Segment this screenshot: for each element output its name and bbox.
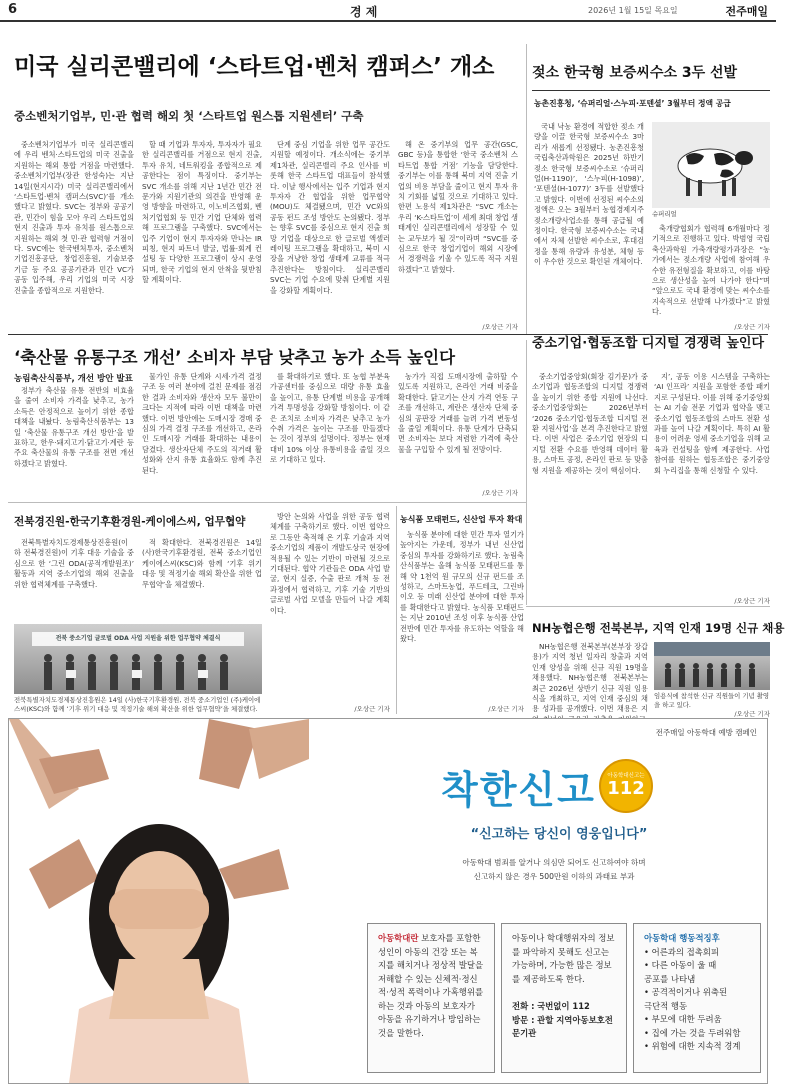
emergency-112-badge: 아동학대신고는 112 <box>599 759 653 813</box>
article4-column-2: 적 확대한다. 전북경진원은 14일 (사)한국기후환경원, 전북 중소기업인 케이에스씨(KSC)와 함께 ‘기후 위기 대응 및 적정기술 해외 확산을 위한 업무협약’을 체결했다. <box>142 538 262 589</box>
article1-column-1: 중소벤처기업부가 미국 실리콘밸리에 우리 벤처·스타트업의 미국 진출을 지원하는 해외 통합 거점을 마련했다. 중소벤처기업부(장관 한성숙)는 지난 14일(현지시각) 미국 실리콘밸리에서 ‘스타트업·벤처 캠퍼스(SVC)’를 개소했다고 밝혔다. SVC는 정부와 공공기관, 민간이 힘을 모아 우리 스타트업의 현지 진출과 투자 유치를 원스톱으로 지원하는 해외 첫 민·관 협력형 거점이다. SVC에는 한국벤처투자, 중소벤처기업진흥공단, 창업진흥원, 기술보증기금 등 주요 공공기관과 민간 VC가 공동 입주해, 우리 기업의 미국 시장 진출을 종합적으로 지원한다. <box>14 140 134 295</box>
article2-column-1: 정부가 축산물 유통 전반의 비효율을 줄여 소비자 가격을 낮추고, 농가 소득은 안정적으로 높이기 위한 종합 대책을 내놨다. 농림축산식품부는 13일 ‘축산물 유통구조 개선 방안’을 발표하고, 한우·돼지고기·닭고기·계란 등 주요 축산물의 유통 구조를 전면 개선하겠다고 밝혔다. <box>14 386 134 468</box>
list-item: • 공격적이거나 위축된 <box>644 987 728 997</box>
column-divider <box>526 44 527 334</box>
column-divider <box>526 340 527 605</box>
publication-name: 전주매일 <box>725 5 768 18</box>
behavioral-signs-list <box>644 946 750 1054</box>
article5-column-1: 농식품 분야에 대한 민간 투자 열기가 높아지는 가운데, 정부가 내년 신산업 중심의 투자를 강화하기로 했다. 농림축산식품부는 올해 농식품 모태펀드를 통해 약 1천억 원 규모의 신규 펀드를 조성하고, 스마트농업, 푸드테크, 그린바이오 등 미래 신산업 분야에 대한 투자를 확대한다고 밝혔다. 농식품 모태펀드는 지난 2010년 조성 이후 농식품 산업 전반에 민간 투자를 유도하는 역할을 해왔다. <box>400 530 524 644</box>
sidebar1-byline: /오상근 기자 <box>734 323 770 331</box>
mou-photo-caption: 전북특별자치도경제통상진흥원은 14일 (사)한국기후환경원, 전북 중소기업인 (주)케이에스씨(KSC)와 함께 ‘기후 위기 대응 및 적정기술 해외 확산을 위한 업무협약’을 체결했다. <box>14 696 261 713</box>
issue-date: 2026년 1월 15일 목요일 <box>588 6 678 15</box>
article2-subhead: 농림축산식품부, 개선 방안 발표 <box>14 374 133 384</box>
article2-column-2: 물가인 유통 단계와 시세·가격 결정 구조 등 여러 분야에 걸친 문제를 점검한 결과 소비자와 생산자 모두 불만이 크다는 지적에 따라 이번 대책을 마련했다. 이번 방안에는 도매시장 경매 중심의 가격 결정 구조를 개선하고, 온라인 도매시장 거래를 확대하는 내용이 담겼다. 생산자단체 주도의 직거래 활성화와 산지 유통 효율화도 함께 추진된다. <box>142 372 262 475</box>
article2-column-3: 를 확대하기로 했다. 또 농협 부분육 가공센터를 중심으로 대량 유통 효율을 높이고, 유통 단계별 비용을 공개해 가격 투명성을 강화할 방침이다. 이 같은 조치로 소비자 가격은 낮추고 농가 수취 가격은 높이는 구조를 만들겠다는 것이 정부의 설명이다. 정부는 현재 대비 10% 이상 유통비용을 줄일 것으로 기대하고 있다. <box>270 372 390 465</box>
article4-headline: 전북경진원-한국기후환경원-케이에스씨, 업무협약 <box>14 516 246 528</box>
article1-column-4: 해 온 중기부의 업무 공간(GSC, GBC 등)을 통합한 ‘한국 중소벤처 스타트업 통합 거점’ 기능을 담당한다. 중기부는 이를 통해 북미 지역 진출 기업의 비용 부담을 줄이고 현지 투자 유치 기회를 넓힐 것으로 기대하고 있다. 한편 노용석 제1차관은 “SVC 개소는 우리 ‘K-스타트업’이 세계 최대 창업 생태계인 실리콘밸리에서 성장할 수 있는 교두보가 될 것”이라며 “SVC를 중심으로 한국 창업기업이 해외 시장에서 경쟁력을 키울 수 있도록 적극 지원하겠다”고 밝혔다. <box>398 140 518 274</box>
page-number: 6 <box>8 2 18 17</box>
article5-byline: /오상근 기자 <box>488 705 524 713</box>
section-divider <box>8 502 526 503</box>
article4-column-1: 전북특별자치도경제통상진흥원(이하 전북경진원)이 기후 대응 기술을 중심으로 한 ‘그린 ODA(공적개발원조)’ 활동과 지역 중소기업의 해외 진출을 위한 협력체계를 구축했다. <box>14 538 134 589</box>
article2-byline: /오상근 기자 <box>482 489 518 497</box>
distressed-child-illustration <box>9 719 309 1083</box>
page-header <box>0 0 776 22</box>
hiring-photo <box>654 642 770 690</box>
list-item: • 어른과의 접촉회피 <box>644 946 719 957</box>
ad-description-line-2: 신고하지 않은 경우 500만원 이하의 과태료 부과 <box>473 872 635 881</box>
article5-headline: 농식품 모태펀드, 신산업 투자 확대 <box>400 515 523 524</box>
article6-column-1: NH농협은행 전북본부(본부장 장갑용)가 지역 청년 일자리 창출과 지역 인재 양성을 위해 신규 직원 19명을 채용했다. NH농협은행 전북본부는 최근 2026년 상반기 신규 직원 임용식을 개최하고, 지역 인재 중심의 채용 성과를 공개했다. 이번 채용은 지 <box>532 642 648 714</box>
article3-byline: /오상근 기자 <box>734 597 770 605</box>
sidebar1-subhead: 농촌진흥청, ‘슈퍼리얼·스누피·포텐셜’ 3월부터 정액 공급 <box>534 99 731 108</box>
people-group-icon <box>14 624 262 694</box>
column-divider <box>396 506 397 714</box>
sidebar1-text: 국내 낙농 환경에 적합한 젖소 개량을 이끌 한국형 보증씨수소 3마리가 새롭게 선정됐다. 농촌진흥청 국립축산과학원은 2025년 하반기 젖소 한국형 보증씨수소로 ‘슈퍼리얼(H-1190)’, ‘스누피(H-1098)’, ‘포텐셜(H-1077)’ 3두를 선발했다고 밝혔다. 이번에 선정된 씨수소의 정액은 오는 3월부터 농협경제지주 젖소개량사업소를 통해 공급될 예정이다. 한국형 보증씨수소는 국내에서 자체 선발한 씨수소로, 후대검정을 통해 유량과 유성분, 체형 등이 우수한 것으로 확인된 개체이다. <box>534 122 644 267</box>
article6-byline: /오상근 기자 <box>734 710 770 718</box>
sidebar1-text-2: 축개량협회가 협력해 6개월마다 정기적으로 진행하고 있다. 박범영 국립축산과학원 가축개량평가과장은 “농가에서는 젖소개량 사업에 참여해 우수한 유전형질을 확보하고, 이를 바탕으로 생산성을 높여 나가야 한다”며 “앞으로도 국내 환경에 맞는 씨수소를 지속적으로 선발해 나가겠다”고 밝혔다. <box>652 224 770 317</box>
mou-photo <box>14 624 262 694</box>
child-abuse-campaign-ad <box>8 718 768 1084</box>
section-divider <box>526 606 770 607</box>
sidebar1-rule <box>532 90 770 91</box>
list-item: • 다른 아동이 울 때 <box>644 960 717 970</box>
list-item: • 위험에 대한 지속적 경계 <box>644 1041 741 1051</box>
ad-slogan: “신고하는 당신이 영웅입니다” <box>470 827 648 842</box>
info-box-behavioral-signs: 아동학대 행동적징후 • 어른과의 접촉회피 • 다른 아동이 울 때 공포를 나타냄 • 공격적이거나 위축된 극단적 행동 • 부모에 대한 두려움 • 집에 가는 것을 두려워함 • 위험에 대한 지속적 경계 <box>633 923 761 1073</box>
info-box-report-method: 아동이나 학대행위자의 정보를 파악하지 못해도 신고는 가능하며, 가능한 많은 정보를 제공하도록 한다. 전화 : 국번없이 112 방문 : 관할 지역아동보호전문기관 <box>501 923 627 1073</box>
people-group-icon <box>654 642 770 690</box>
campaign-label: 전주매일 아동학대 예방 캠페인 <box>655 728 757 737</box>
article1-headline: 미국 실리콘밸리에 ‘스타트업·벤처 캠퍼스’ 개소 <box>14 54 495 80</box>
list-item: • 집에 가는 것을 두려워함 <box>644 1027 741 1038</box>
cow-caption: 슈퍼리얼 <box>652 210 677 218</box>
list-item: 공포를 나타냄 <box>644 973 696 984</box>
cow-photo <box>652 122 770 208</box>
list-item: 극단적 행동 <box>644 1000 688 1011</box>
article1-column-3: 단계 중심 기업을 위한 업무 공간도 지원할 예정이다. 개소식에는 중기부 제1차관, 실리콘밸리 주요 인사를 비롯해 한국 스타트업 대표들이 참석했다. 이날 행사에서는 입주 기업과 현지 투자자 간 협업을 위한 업무협약(MOU)도 체결됐으며, 민간 VC와의 공동 펀드 조성 방안도 논의됐다. 정부는 향후 SVC를 중심으로 현지 진출 희망 기업을 대상으로 한 글로벌 액셀러레이팅 프로그램을 확대하고, 북미 시장을 겨냥한 창업 생태계 교류를 적극 추진한다는 방침이다. 실리콘밸리 SVC는 기업 수요에 맞춰 단계별 지원을 강화할 계획이다. <box>270 140 390 295</box>
photo-banner: 전북 중소기업 글로벌 ODA 사업 지원을 위한 업무협약 체결식 <box>32 632 244 646</box>
article4-column-3: 방안 논의와 사업을 위한 공동 협력 체계를 구축하기로 했다. 이번 협약으로 그동안 축적해 온 기후 기술과 지역 중소기업의 제품이 개발도상국 현장에 적용될 수 있는 기반이 마련될 것으로 기대된다. 협약 기관들은 ODA 사업 발굴, 현지 실증, 수출 판로 개척 등 전 과정에서 협력하고, 기후 기술 기반의 글로벌 사업 모델을 만들어 나갈 계획이다. <box>270 512 390 615</box>
ad-description-line-1: 아동학대 범죄를 알거나 의심만 되어도 신고하여야 하며 <box>462 858 646 867</box>
article3-column-1: 중소기업중앙회(회장 김기문)가 중소기업과 협동조합의 디지털 경쟁력을 높이기 위한 종합 지원에 나선다. 중소기업중앙회는 2026년부터 ‘2026 중소기업·협동조합 디지털 전환 지원사업’을 본격 추진한다고 밝혔다. 이번 사업은 중소기업 현장의 디지털 전환 수요를 반영해 데이터 활용, 스마트 공정, 온라인 판로 등 맞춤형 지원을 제공하는 것이 핵심이다. <box>532 372 648 475</box>
article1-column-2: 할 때 기업과 투자자, 투자자가 필요한 실리콘밸리를 거점으로 현지 진출, 투자 유치, 네트워킹을 종합적으로 제공한다는 점이 특징이다. 중기부는 SVC 개소를 위해 지난 1년간 민간 전문가와 지원기관의 의견을 반영해 운영 방향을 마련하고, 이노비즈협회, 벤처기업협회 등 민간 기업 단체와 협력해 프로그램을 구축했다. SVC에서는 입주 기업이 현지 투자자와 만나는 IR 피칭, 현지 파트너 발굴, 법률·회계 컨설팅 등 다양한 프로그램이 상시 운영되며, 한국 기업의 현지 안착을 뒷받침할 계획이다. <box>142 140 262 285</box>
article3-headline: 중소기업·협동조합 디지털 경쟁력 높인다 <box>532 336 765 351</box>
article1-subhead: 중소벤처기업부, 민·관 협력 해외 첫 ‘스타트업 원스톱 지원센터’ 구축 <box>14 109 364 123</box>
sidebar1-headline: 젖소 한국형 보증씨수소 3두 선발 <box>532 65 738 81</box>
cow-icon <box>652 122 770 208</box>
section-title: 경 제 <box>350 5 378 19</box>
article4-byline: /오상근 기자 <box>354 705 390 713</box>
article2-column-4: 농가가 직접 도매시장에 출하할 수 있도록 지원하고, 온라인 거래 비중을 확대한다. 닭고기는 산지 가격 연동 구조를 개선하고, 계란은 생산자 단체 중심의 공판장 거래를 늘려 가격 변동성을 줄일 계획이다. 유통 단계가 단축되면 소비자는 보다 저렴한 가격에 축산물을 구입할 수 있게 될 전망이다. <box>398 372 518 454</box>
article3-column-2: 지’, 공동 이용 시스템을 구축하는 ‘AI 인프라’ 지원을 포함한 종합 패키지로 구성된다. 이를 위해 중기중앙회는 AI 기술 전문 기업과 협약을 맺고 중소기업 협동조합의 스마트 전환 성과를 높여 나갈 계획이다. 특히 AI 활용이 어려운 영세 중소기업을 위해 교육과 컨설팅을 함께 제공한다. 사업 참여를 원하는 협동조합은 중기중앙회 누리집을 통해 신청할 수 있다. <box>654 372 770 475</box>
ad-logo: 착한신고 <box>441 768 596 812</box>
article2-headline: ‘축산물 유통구조 개선’ 소비자 부담 낮추고 농가 소득 높인다 <box>14 348 456 367</box>
article1-byline: /오상근 기자 <box>482 323 518 331</box>
info-box-definition: 아동학대란 보호자를 포함한 성인이 아동의 건강 또는 복지를 해치거나 정상적 발달을 저해할 수 있는 신체적·정신적·성적 폭력이나 가혹행위를 하는 것과 아동의 보호자가 아동을 유기하거나 방임하는 것을 말한다. <box>367 923 495 1073</box>
article6-headline: NH농협은행 전북본부, 지역 인재 19명 신규 채용 <box>532 621 785 635</box>
list-item: • 부모에 대한 두려움 <box>644 1014 722 1024</box>
hiring-photo-caption: 임용식에 참석한 신규 직원들이 기념 촬영을 하고 있다. <box>654 692 770 709</box>
